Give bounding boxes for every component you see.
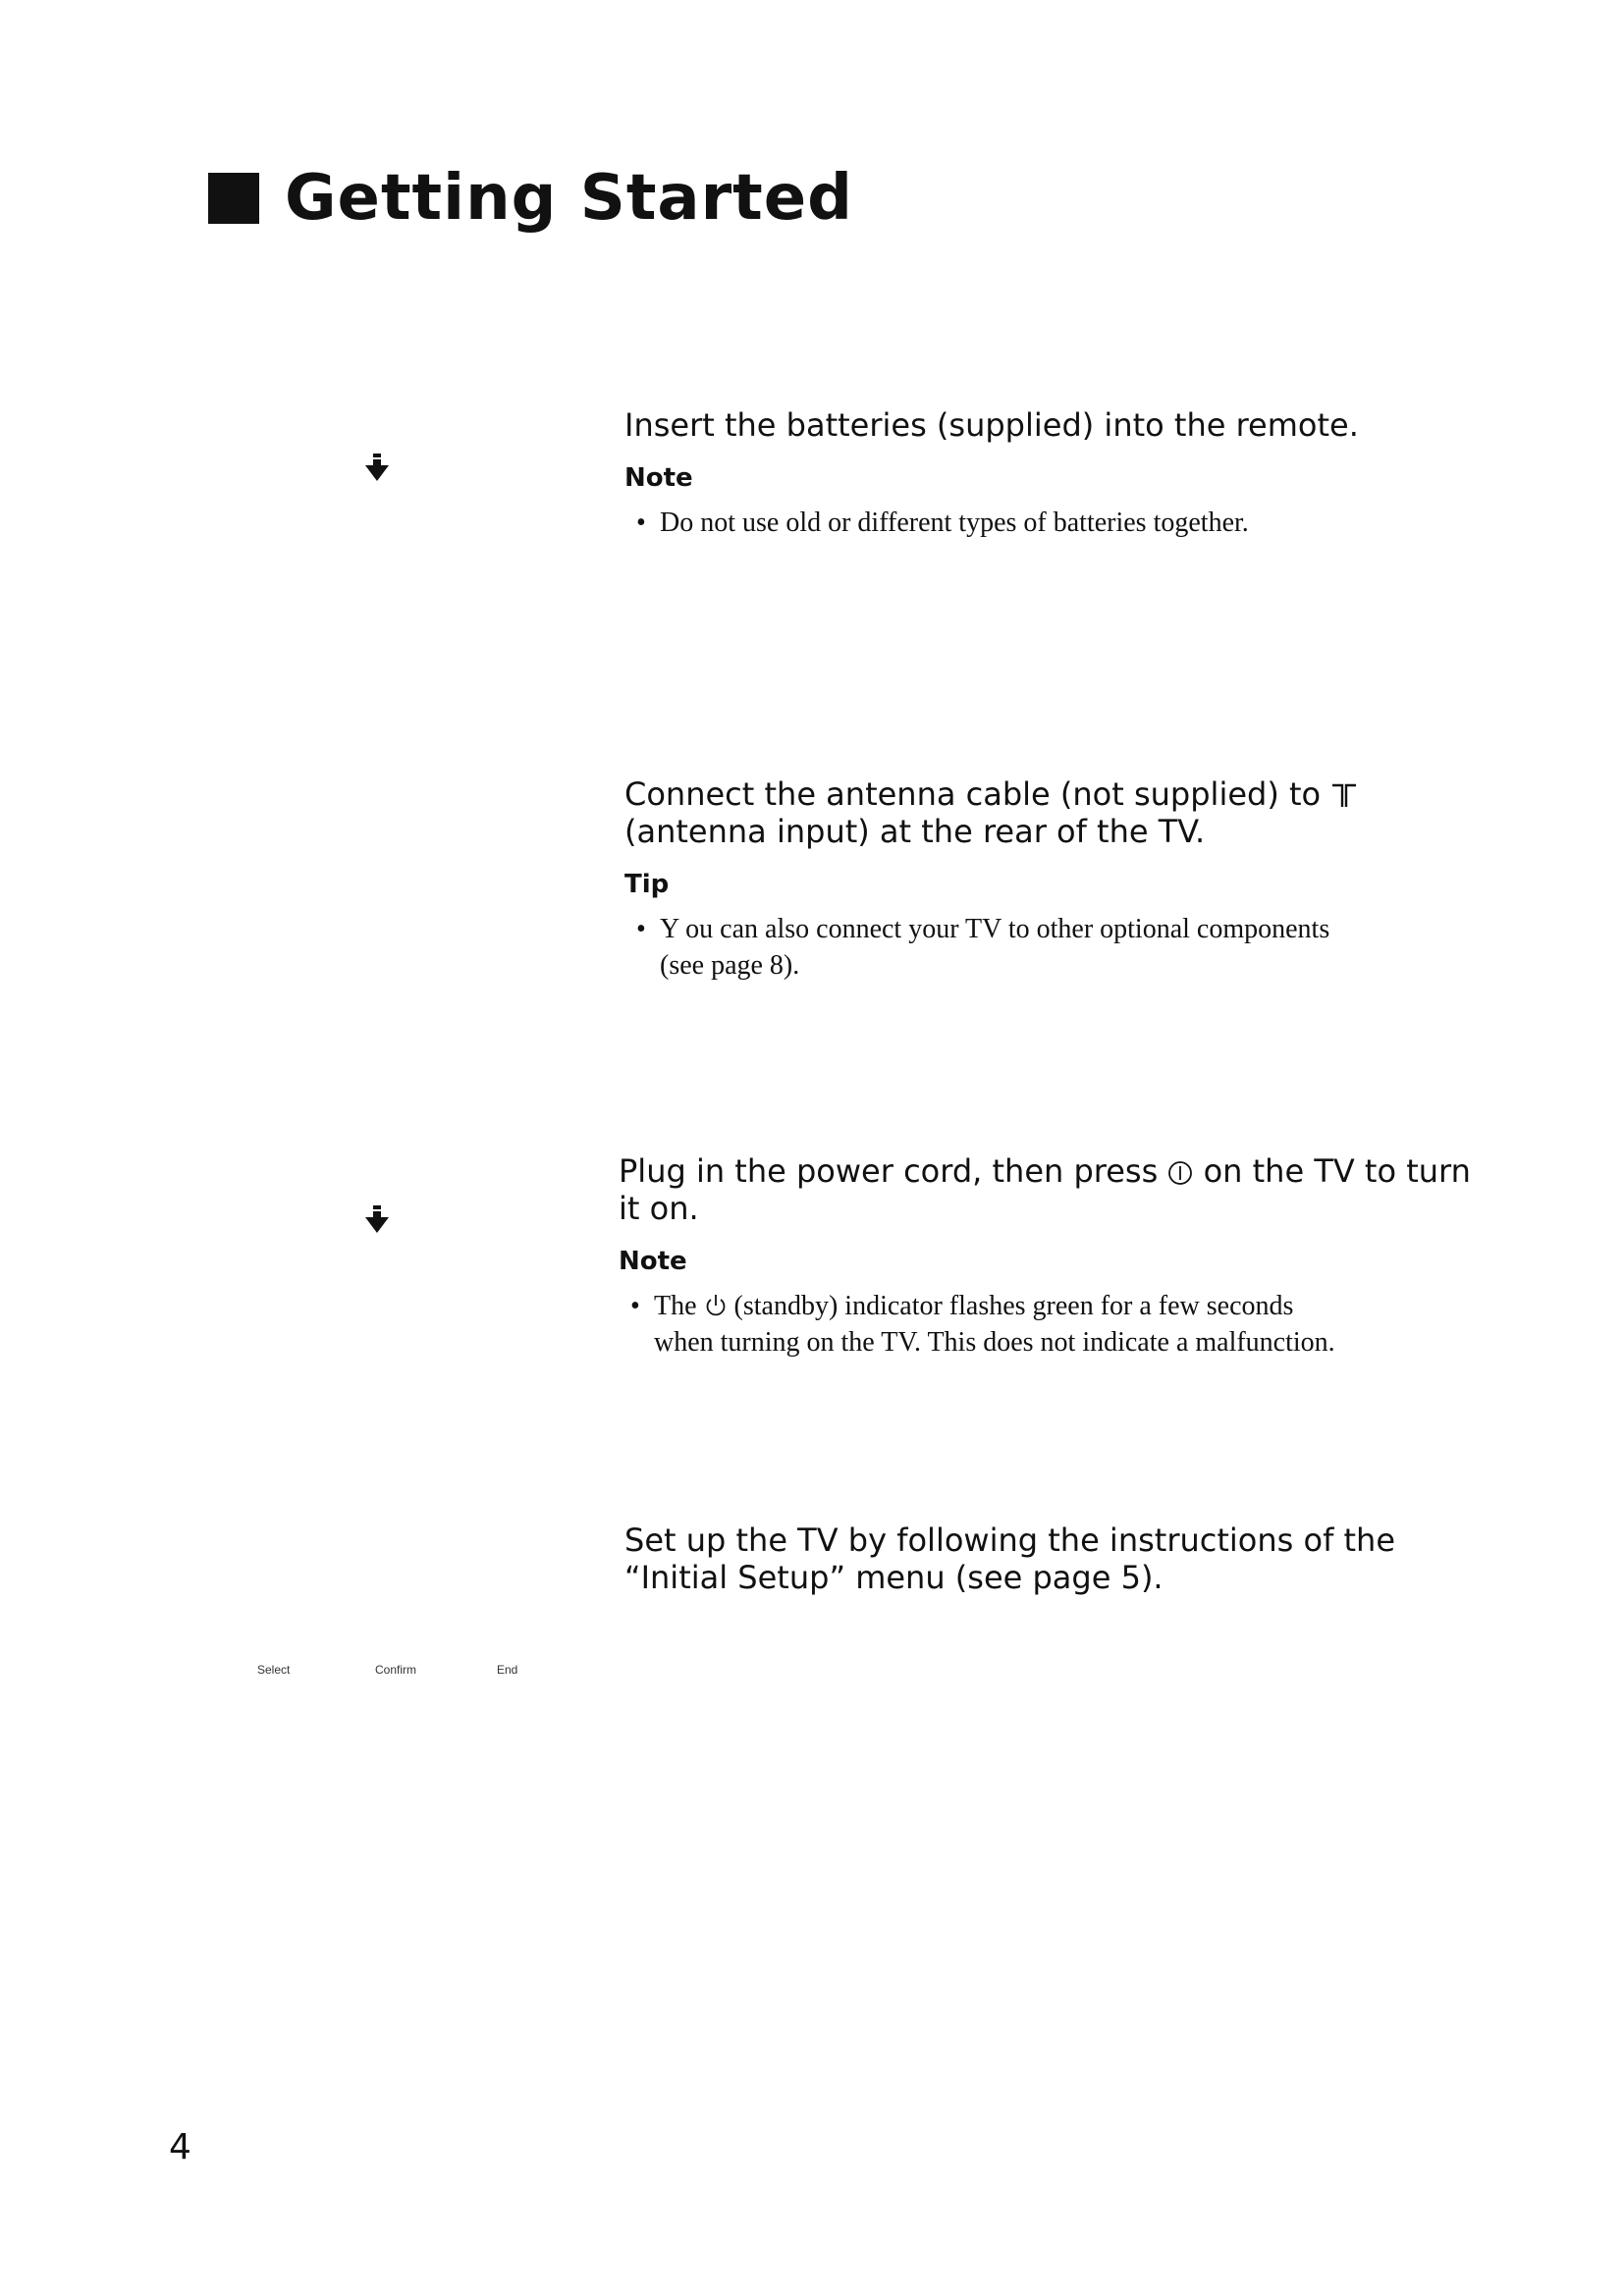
- step-4: [624, 1522, 1508, 1596]
- bullet-dot-icon: •: [636, 507, 646, 538]
- step-1-note-label: Note: [624, 463, 693, 493]
- title-square-icon: [208, 173, 259, 224]
- step-3-note-bullet: • The (standby) indicator flashes green for a few seconds when turning on the TV. This does not indicate a malfunction.: [619, 1288, 1502, 1361]
- step-2: [624, 775, 1508, 984]
- bullet-dot-icon: •: [630, 1291, 640, 1321]
- step-3-text: Plug in the power cord, then press on the TV to turn it on.: [619, 1152, 1471, 1227]
- standby-icon: [704, 1293, 728, 1318]
- step-3: [619, 1152, 1502, 1361]
- page-title: [208, 162, 853, 235]
- osd-label-confirm: Confirm: [375, 1663, 417, 1677]
- step-1: [624, 406, 1508, 541]
- osd-label-select: Select: [257, 1663, 291, 1677]
- down-arrow-icon: [365, 454, 389, 483]
- bullet-dot-icon: •: [636, 914, 646, 944]
- page-title-text: Getting Started: [285, 162, 853, 235]
- down-arrow-icon: [365, 1205, 389, 1235]
- power-icon: [1167, 1160, 1193, 1186]
- step-2-tip-label: Tip: [624, 870, 670, 899]
- antenna-input-icon: [1330, 781, 1358, 809]
- step-2-text: Connect the antenna cable (not supplied) to (antenna input) at the rear of the TV.: [624, 775, 1508, 850]
- step-2-tip-bullet: • Y ou can also connect your TV to other optional components (see page 8).: [624, 911, 1508, 984]
- page-number: 4: [169, 2127, 191, 2167]
- osd-label-end: End: [497, 1663, 518, 1677]
- step-4-text: Set up the TV by following the instructions of the “Initial Setup” menu (see page 5).: [624, 1522, 1396, 1596]
- step-3-note-label: Note: [619, 1247, 687, 1276]
- step-1-text: Insert the batteries (supplied) into the remote.: [624, 406, 1359, 444]
- step-1-note-bullet: • Do not use old or different types of batteries together.: [624, 505, 1508, 541]
